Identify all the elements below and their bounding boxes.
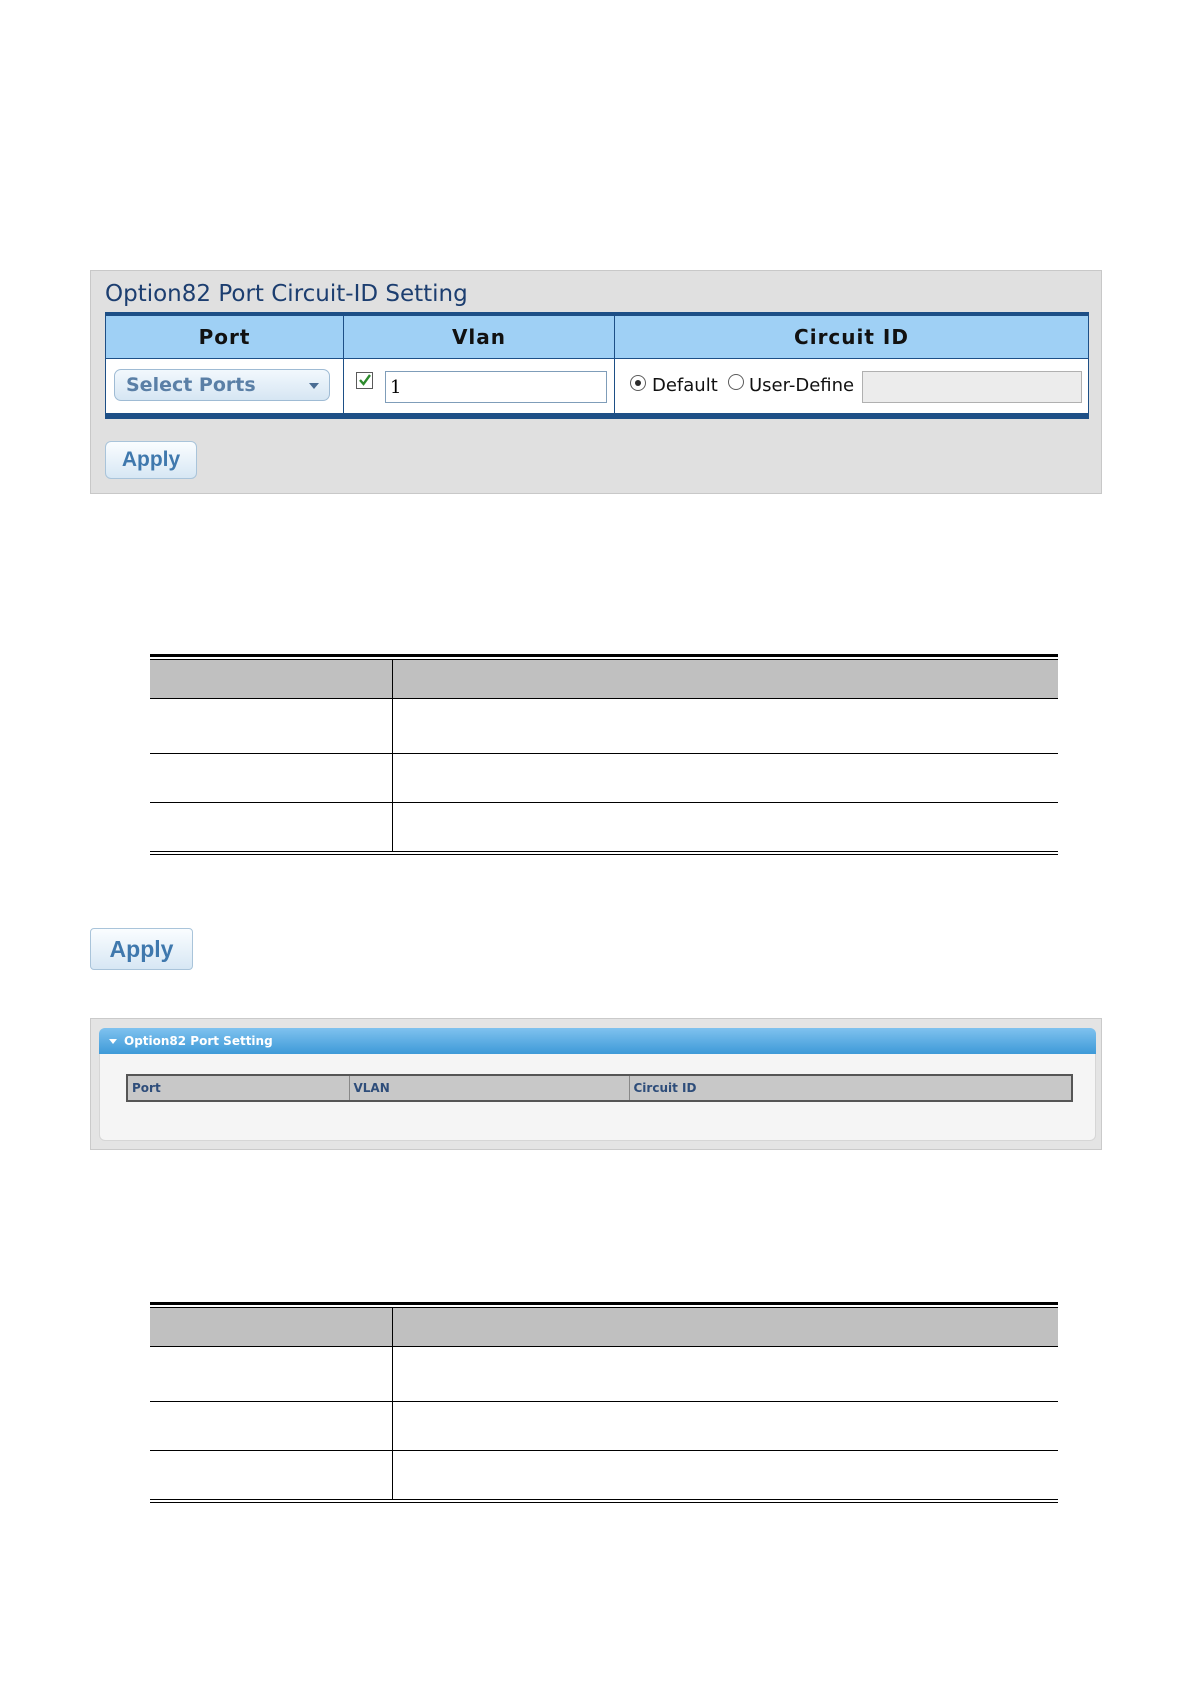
desc-header-description	[392, 660, 1058, 699]
select-ports-dropdown[interactable]	[114, 369, 330, 401]
chevron-down-icon	[309, 383, 319, 389]
table-row-cell	[150, 803, 392, 853]
table-row-cell	[392, 803, 1058, 853]
description-table	[150, 654, 1058, 855]
apply-button[interactable]: Apply	[105, 441, 197, 479]
description-table-2	[150, 1302, 1058, 1503]
radio-default-label: Default	[652, 375, 718, 396]
desc-header-object	[150, 1308, 392, 1347]
radio-user-define-label: User-Define	[749, 375, 855, 396]
radio-default[interactable]	[630, 375, 646, 391]
checkmark-icon	[358, 373, 372, 387]
table-row-cell	[392, 1347, 1058, 1402]
vlan-cell	[344, 359, 615, 417]
circuit-id-cell	[615, 359, 1089, 417]
column-header-vlan: Vlan	[344, 314, 615, 359]
table-row-cell	[150, 754, 392, 803]
table-row-cell	[150, 1347, 392, 1402]
status-header-circuit-id: Circuit ID	[629, 1075, 1072, 1101]
circuit-id-setting-table	[105, 312, 1089, 419]
port-setting-status-title: Option82 Port Setting	[124, 1034, 273, 1048]
column-header-circuit-id: Circuit ID	[615, 314, 1089, 359]
table-row-cell	[392, 1402, 1058, 1451]
table-row-cell	[150, 1402, 392, 1451]
apply-button-standalone[interactable]: Apply	[90, 928, 193, 970]
port-cell	[106, 359, 344, 417]
table-row-cell	[392, 754, 1058, 803]
desc-header-description	[392, 1308, 1058, 1347]
status-header-vlan: VLAN	[349, 1075, 629, 1101]
desc-header-object	[150, 660, 392, 699]
table-row-cell	[150, 699, 392, 754]
vlan-enable-checkbox[interactable]	[356, 372, 373, 389]
select-ports-label: Select Ports	[126, 374, 256, 396]
table-row-cell	[392, 699, 1058, 754]
table-row-cell	[392, 1451, 1058, 1501]
user-define-input[interactable]	[862, 371, 1082, 403]
radio-user-define[interactable]	[728, 374, 744, 390]
panel-title: Option82 Port Circuit-ID Setting	[105, 281, 468, 307]
status-header-port: Port	[127, 1075, 349, 1101]
radio-selected-dot	[635, 380, 641, 386]
vlan-id-input[interactable]: 1	[385, 371, 607, 403]
table-row-cell	[150, 1451, 392, 1501]
collapse-arrow-icon[interactable]	[109, 1039, 117, 1044]
column-header-port: Port	[106, 314, 344, 359]
port-setting-status-table	[126, 1074, 1073, 1102]
